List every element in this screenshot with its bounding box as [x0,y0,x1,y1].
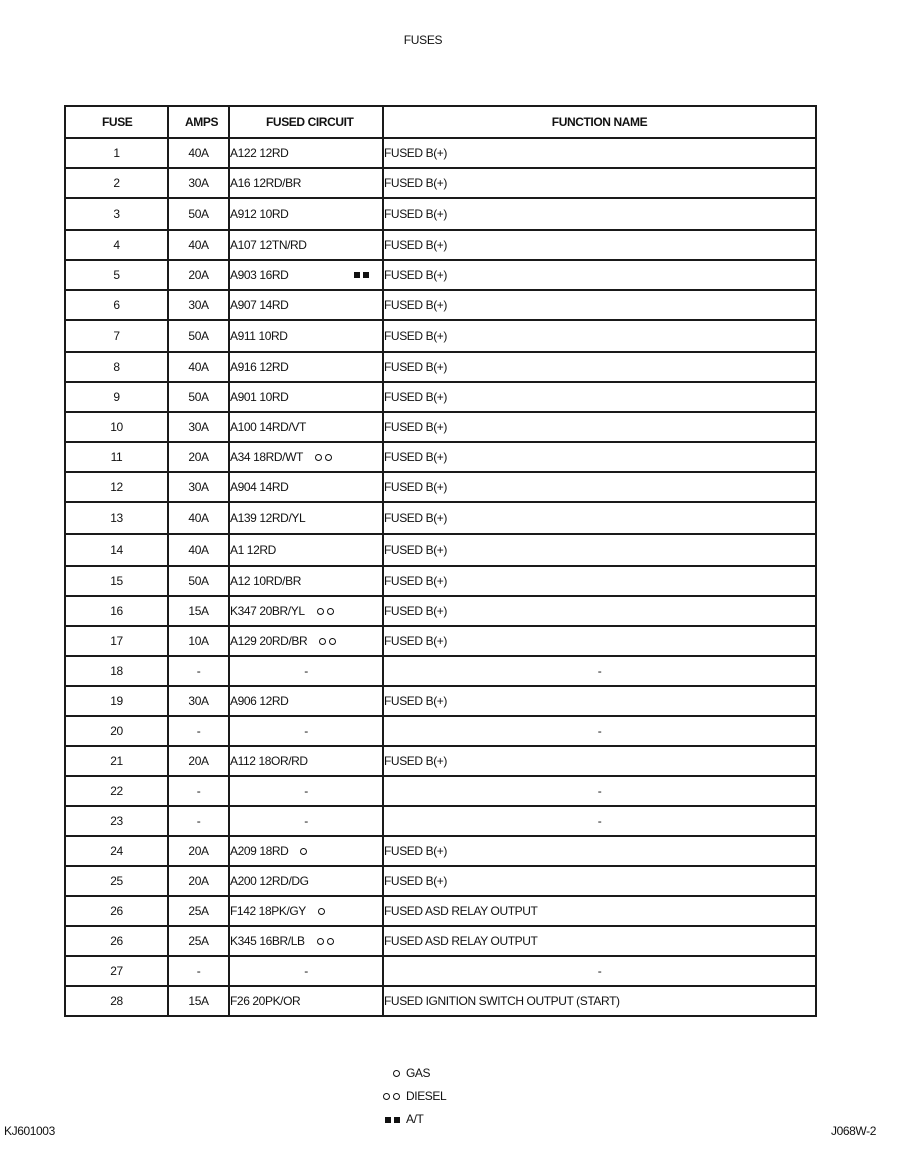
function-name [383,412,816,442]
function-name [383,926,816,956]
fused-circuit [229,656,383,686]
fused-circuit [229,986,383,1016]
fused-circuit [229,896,383,926]
function-name-text: FUSED B(+) [384,844,448,858]
fuse-number-text: 5 [113,268,120,282]
amps-value-text: 40A [188,511,209,525]
fuse-number [65,866,168,896]
fused-circuit [229,926,383,956]
fuse-number [65,596,168,626]
fuse-number-text: 14 [110,543,123,557]
fuse-number [65,502,168,534]
amps-value [168,986,229,1016]
fused-circuit-text: A1 12RD [230,543,276,557]
function-name [383,626,816,656]
fuse-number [65,806,168,836]
table-row [65,686,816,716]
amps-value-text: 20A [188,754,209,768]
table-row [65,442,816,472]
diesel-marker-icon [381,1093,403,1100]
fuse-number [65,260,168,290]
fuse-number [65,956,168,986]
fused-circuit-text: A911 10RD [230,329,288,343]
at-marker-icon [354,272,372,278]
fuse-number [65,382,168,412]
fuse-number [65,472,168,502]
function-name [383,836,816,866]
amps-value-text: 50A [188,574,209,588]
amps-value [168,198,229,230]
fuse-number-text: 18 [110,664,123,678]
fuse-number-text: 8 [113,360,120,374]
fused-circuit [229,472,383,502]
header-fused-circuit: FUSED CIRCUIT [229,106,383,138]
function-name-text: FUSED B(+) [384,604,448,618]
function-name-text: - [597,814,602,828]
table-row [65,596,816,626]
diesel-marker-icon [315,454,335,461]
fused-circuit-text: F142 18PK/GY [230,904,306,918]
amps-value-text: 15A [188,604,209,618]
fuse-number-text: 1 [113,146,120,160]
function-name [383,986,816,1016]
fuse-number-text: 11 [110,450,123,464]
fused-circuit-text: A16 12RD/BR [230,176,301,190]
amps-value-text: 25A [188,934,209,948]
fused-circuit-text: A107 12TN/RD [230,238,307,252]
amps-value-text: - [196,664,201,678]
amps-value [168,230,229,260]
fused-circuit-text: A100 14RD/VT [230,420,306,434]
amps-value-text: 10A [188,634,209,648]
function-name [383,866,816,896]
fuse-number-text: 19 [110,694,123,708]
legend-label: DIESEL [406,1089,447,1103]
fused-circuit-text: - [304,724,308,738]
fused-circuit-text: A12 10RD/BR [230,574,301,588]
function-name-text: FUSED B(+) [384,694,448,708]
fuse-number [65,986,168,1016]
amps-value-text: - [196,814,201,828]
amps-value-text: - [196,784,201,798]
function-name [383,896,816,926]
fused-circuit [229,260,383,290]
fuse-number-text: 6 [113,298,120,312]
table-row [65,986,816,1016]
amps-value-text: 30A [188,298,209,312]
fuse-number-text: 9 [113,390,120,404]
fused-circuit-text: A122 12RD [230,146,289,160]
amps-value-text: 20A [188,268,209,282]
fused-circuit-text: A112 18OR/RD [230,754,308,768]
fuse-number [65,320,168,352]
fused-circuit [229,686,383,716]
fuse-number [65,168,168,198]
table-row [65,260,816,290]
amps-value-text: 30A [188,420,209,434]
fuse-number-text: 4 [113,238,120,252]
amps-value-text: 15A [188,994,209,1008]
header-fuse: FUSE [65,106,168,138]
fused-circuit [229,566,383,596]
table-row [65,806,816,836]
table-row [65,896,816,926]
fused-circuit [229,198,383,230]
fused-circuit-text: A904 14RD [230,480,289,494]
header-amps: AMPS [168,106,229,138]
table-row [65,198,816,230]
function-name-text: FUSED B(+) [384,238,448,252]
fused-circuit [229,956,383,986]
function-name-text: - [597,784,602,798]
table-row [65,352,816,382]
function-name-text: - [597,724,602,738]
legend-gas [381,1066,430,1080]
fuse-number-text: 21 [110,754,123,768]
function-name [383,442,816,472]
function-name [383,472,816,502]
function-name [383,956,816,986]
page-title: FUSES [403,33,443,47]
fused-circuit [229,412,383,442]
diesel-marker-icon [317,608,337,615]
function-name-text: FUSED B(+) [384,268,448,282]
amps-value [168,290,229,320]
table-row [65,716,816,746]
table-header-row [65,106,816,138]
fused-circuit [229,442,383,472]
gas-marker-icon [381,1070,403,1077]
table-row [65,168,816,198]
fused-circuit-text: K347 20BR/YL [230,604,305,618]
fuse-number-text: 10 [110,420,123,434]
function-name [383,686,816,716]
fuse-number-text: 27 [110,964,123,978]
fuse-number [65,926,168,956]
amps-value-text: - [196,964,201,978]
fused-circuit [229,716,383,746]
amps-value [168,442,229,472]
function-name-text: FUSED ASD RELAY OUTPUT [384,904,538,918]
fuse-number-text: 26 [110,904,123,918]
function-name-text: - [597,964,602,978]
table-row [65,382,816,412]
amps-value [168,596,229,626]
fused-circuit [229,290,383,320]
amps-value [168,686,229,716]
fuse-number-text: 26 [110,934,123,948]
function-name [383,168,816,198]
amps-value-text: 20A [188,874,209,888]
fuse-number [65,198,168,230]
function-name-text: FUSED B(+) [384,420,448,434]
table-row [65,320,816,352]
amps-value-text: 30A [188,694,209,708]
table-row [65,866,816,896]
fuse-number-text: 23 [110,814,123,828]
amps-value [168,566,229,596]
fuse-number [65,534,168,566]
legend-diesel [381,1089,446,1103]
function-name [383,656,816,686]
function-name-text: FUSED B(+) [384,511,448,525]
amps-value [168,412,229,442]
fuse-table [64,105,817,1017]
header-function-name: FUNCTION NAME [383,106,816,138]
table-row [65,566,816,596]
function-name [383,502,816,534]
amps-value-text: 50A [188,390,209,404]
fuse-number-text: 25 [110,874,123,888]
function-name-text: FUSED B(+) [384,390,448,404]
fuse-number [65,656,168,686]
fused-circuit [229,502,383,534]
function-name [383,776,816,806]
table-row [65,472,816,502]
function-name [383,138,816,168]
function-name-text: FUSED B(+) [384,298,448,312]
amps-value [168,956,229,986]
function-name [383,382,816,412]
fuse-number-text: 22 [110,784,123,798]
function-name-text: FUSED B(+) [384,176,448,190]
diesel-marker-icon [319,638,339,645]
function-name [383,198,816,230]
fused-circuit-text: A139 12RD/YL [230,511,306,525]
function-name-text: FUSED B(+) [384,146,448,160]
amps-value-text: 20A [188,844,209,858]
amps-value-text: 25A [188,904,209,918]
table-body [65,138,816,1016]
function-name-text: FUSED B(+) [384,543,448,557]
fuse-number-text: 28 [110,994,123,1008]
table-row [65,290,816,320]
fused-circuit-text: A901 10RD [230,390,289,404]
legend-at [381,1112,423,1126]
function-name-text: FUSED B(+) [384,874,448,888]
amps-value [168,320,229,352]
fused-circuit-text: A906 12RD [230,694,289,708]
function-name-text: FUSED B(+) [384,329,448,343]
function-name-text: FUSED B(+) [384,360,448,374]
fuse-number [65,896,168,926]
amps-value [168,534,229,566]
amps-value [168,926,229,956]
fused-circuit [229,776,383,806]
function-name [383,716,816,746]
amps-value-text: 40A [188,238,209,252]
fuse-number-text: 13 [110,511,123,525]
gas-marker-icon [318,908,328,915]
table-row [65,926,816,956]
fuse-number-text: 12 [110,480,123,494]
amps-value [168,626,229,656]
function-name-text: FUSED B(+) [384,450,448,464]
function-name-text: FUSED IGNITION SWITCH OUTPUT (START) [384,994,620,1008]
function-name-text: - [597,664,602,678]
fuse-number [65,230,168,260]
fused-circuit [229,746,383,776]
fuse-number [65,290,168,320]
legend-label: A/T [406,1112,424,1126]
fused-circuit [229,230,383,260]
function-name-text: FUSED B(+) [384,754,448,768]
table-row [65,956,816,986]
fused-circuit [229,534,383,566]
function-name [383,290,816,320]
amps-value-text: 30A [188,480,209,494]
table-row [65,534,816,566]
table-row [65,626,816,656]
fused-circuit-text: A129 20RD/BR [230,634,308,648]
function-name [383,806,816,836]
amps-value-text: 50A [188,329,209,343]
fuse-number [65,686,168,716]
fused-circuit [229,836,383,866]
fused-circuit-text: - [304,814,308,828]
table-row [65,138,816,168]
amps-value [168,168,229,198]
diesel-marker-icon [317,938,337,945]
fused-circuit-text: A907 14RD [230,298,289,312]
amps-value [168,716,229,746]
fused-circuit-text: - [304,784,308,798]
fused-circuit [229,168,383,198]
amps-value [168,260,229,290]
fused-circuit-text: A209 18RD [230,844,289,858]
amps-value [168,866,229,896]
amps-value [168,472,229,502]
fused-circuit-text: F26 20PK/OR [230,994,301,1008]
function-name [383,596,816,626]
fused-circuit-text: A34 18RD/WT [230,450,303,464]
fuse-number-text: 15 [110,574,123,588]
fuse-number [65,412,168,442]
table-row [65,776,816,806]
fuse-number [65,352,168,382]
function-name-text: FUSED B(+) [384,207,448,221]
fused-circuit-text: - [304,664,308,678]
footer-right-code: J068W-2 [830,1124,876,1138]
function-name [383,746,816,776]
function-name [383,352,816,382]
fuse-number [65,716,168,746]
fuse-number-text: 7 [113,329,120,343]
fuse-number-text: 2 [113,176,120,190]
amps-value [168,138,229,168]
table-row [65,836,816,866]
amps-value-text: 30A [188,176,209,190]
function-name [383,534,816,566]
amps-value [168,352,229,382]
fused-circuit [229,320,383,352]
fuse-number [65,626,168,656]
function-name [383,260,816,290]
table-row [65,746,816,776]
amps-value [168,382,229,412]
amps-value [168,502,229,534]
amps-value-text: 40A [188,360,209,374]
fused-circuit-text: - [304,964,308,978]
amps-value [168,746,229,776]
amps-value-text: 40A [188,543,209,557]
fused-circuit [229,138,383,168]
fuse-number [65,442,168,472]
fuse-number [65,776,168,806]
fused-circuit [229,382,383,412]
function-name [383,320,816,352]
amps-value [168,836,229,866]
fused-circuit [229,596,383,626]
amps-value-text: - [196,724,201,738]
amps-value [168,656,229,686]
fuse-number-text: 3 [113,207,120,221]
fuse-number-text: 20 [110,724,123,738]
fuse-number [65,836,168,866]
fused-circuit-text: A916 12RD [230,360,289,374]
fused-circuit [229,806,383,836]
amps-value-text: 20A [188,450,209,464]
footer-left-code: KJ601003 [4,1124,55,1138]
function-name-text: FUSED B(+) [384,480,448,494]
function-name-text: FUSED ASD RELAY OUTPUT [384,934,538,948]
amps-value [168,776,229,806]
legend-label: GAS [406,1066,431,1080]
table-row [65,230,816,260]
fuse-number [65,566,168,596]
fused-circuit-text: A903 16RD [230,268,289,282]
function-name [383,230,816,260]
fused-circuit-text: A912 10RD [230,207,289,221]
fuse-number-text: 16 [110,604,123,618]
gas-marker-icon [300,848,310,855]
fuse-number-text: 17 [110,634,123,648]
at-marker-icon [381,1117,403,1123]
fused-circuit [229,352,383,382]
table-row [65,656,816,686]
fused-circuit [229,626,383,656]
function-name-text: FUSED B(+) [384,634,448,648]
fuse-number [65,138,168,168]
amps-value-text: 40A [188,146,209,160]
fused-circuit-text: K345 16BR/LB [230,934,305,948]
fused-circuit [229,866,383,896]
table-row [65,502,816,534]
amps-value-text: 50A [188,207,209,221]
function-name [383,566,816,596]
fused-circuit-text: A200 12RD/DG [230,874,309,888]
function-name-text: FUSED B(+) [384,574,448,588]
fuse-number [65,746,168,776]
fuse-number-text: 24 [110,844,123,858]
amps-value [168,896,229,926]
table-row [65,412,816,442]
amps-value [168,806,229,836]
